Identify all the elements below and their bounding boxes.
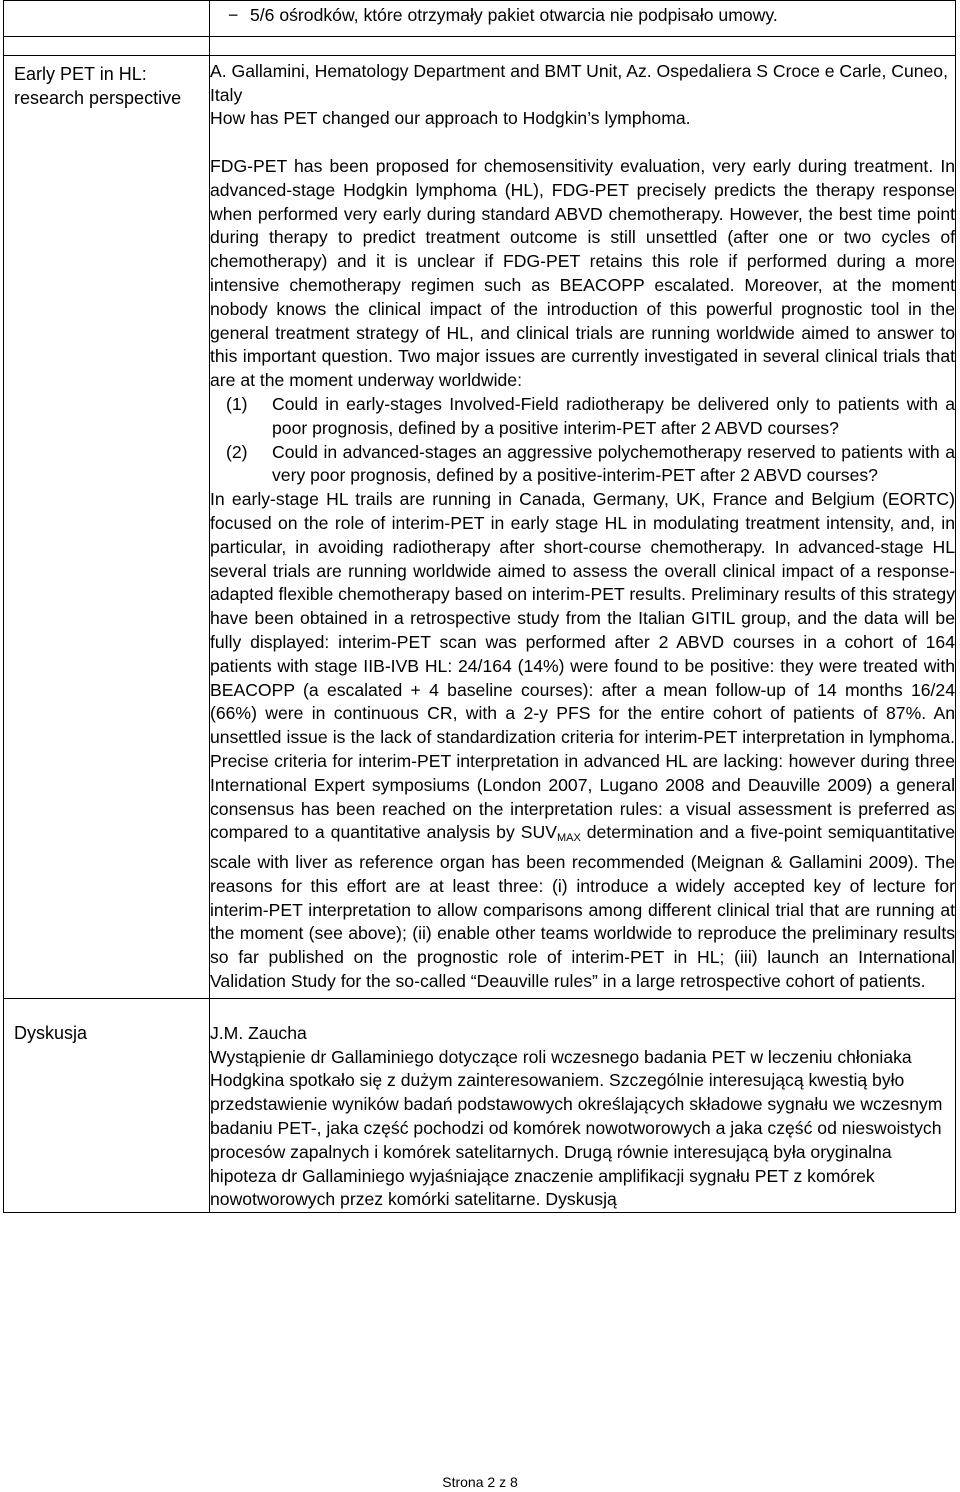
item-number: (2) [226, 441, 248, 462]
table-row [4, 998, 956, 1212]
table-row [4, 55, 956, 998]
subscript: MAX [556, 832, 581, 845]
content-cell [210, 55, 956, 998]
numbered-list-item [210, 441, 955, 489]
author-affiliation: A. Gallamini, Hematology Department and BMT Unit, Az. Ospedaliera S Croce e Carle, Cuneo, Italy [210, 60, 948, 105]
table-row-spacer [4, 36, 956, 55]
list-item-text: 5/6 ośrodków, które otrzymały pakiet otwarcia nie podpisało umowy. [250, 5, 778, 25]
content-cell [210, 998, 956, 1212]
dash-bullet: − [228, 5, 239, 25]
discussion-author: J.M. Zaucha [210, 1022, 307, 1043]
item-number: (1) [226, 393, 248, 414]
meeting-report-table [3, 0, 956, 1213]
dash-list-item [210, 1, 955, 36]
paragraph: In early-stage HL trails are running in Canada, Germany, UK, France and Belgium (EORTC) focused on the role of interim-PET in early stage HL in modulating treatment intensity, and, in particular, in avoiding radiotherapy after short-course chemotherapy. In advanced-stage HL several trials are running worldwide aimed to assess the overall clinical impact of a response-adapted flexible chemotherapy based on interim-PET results. Preliminary results of this strategy have been obtained in a retrospective study from the Italian GITIL group, and the data will be fully displayed: interim-PET scan was performed after 2 ABVD courses in a cohort of 164 patients with stage IIB-IVB HL: 24/164 (14%) were found to be positive: they were treated with BEACOPP (a escalated + 4 baseline courses): after a mean follow-up of 14 months 16/24 (66%) were in continuous CR, with a 2-y PFS for the entire cohort of patients of 87%. An unsettled issue is the lack of standardization criteria for interim-PET interpretation in lymphoma. Precise criteria for interim-PET interpretation in advanced HL are lacking: however during three International Expert symposiums (London 2007, Lugano 2008 and Deauville 2009) a general consensus has been reached on the interpretation rules: a visual assessment is preferred as compared to a quantitative analysis by $SUV_{MAX}$ determination and a five-point semiquantitative scale with liver as reference organ has been recommended (Meignan & Gallamini 2009). The reasons for this effort are at least three: (i) introduce a widely accepted key of lecture for interim-PET interpretation to allow comparisons among different clinical trial that are running at the moment (see above); (ii) enable other teams worldwide to reproduce the preliminary results so far published on the prognostic role of interim-PET in HL; (iii) launch an International Validation Study for the so-called “Deauville rules” in a large retrospective cohort of patients. [210, 489, 955, 992]
talk-title: How has PET changed our approach to Hodgkin’s lymphoma. [210, 108, 691, 129]
empty-label-cell [4, 1, 210, 37]
section-label: Dyskusja [14, 1022, 88, 1043]
numbered-list-item [210, 393, 955, 441]
paragraph: Wystąpienie dr Gallaminiego dotyczące roli wczesnego badania PET w leczeniu chłoniaka Hodgkina spotkało się z dużym zainteresowaniem. Szczególnie interesującą kwestią było przedstawienie wyników badań podstawowych określających składowe sygnału we wczesnym badaniu PET-, jaka część pochodzi od komórek nowotworowych a jaka część od nieswoistych procesów zapalnych i komórek satelitarnych. Drugą równie interesującą była oryginalna hipoteza dr Gallaminiego wyjaśniające znaczenie amplifikacji sygnału PET z komórek nowotworowych przez komórki satelitarne. Dyskusją [210, 1046, 943, 1210]
section-label-cell [4, 998, 210, 1212]
item-text: Could in advanced-stages an aggressive polychemotherapy reserved to patients with a very poor prognosis, defined by a positive-interim-PET after 2 ABVD courses? [272, 441, 955, 486]
content-cell [210, 1, 956, 37]
page-number: Strona 2 z 8 [442, 1474, 518, 1490]
section-label: Early PET in HL: research perspective [14, 63, 182, 108]
table-row [4, 1, 956, 37]
section-label-cell [4, 55, 210, 998]
item-text: Could in early-stages Involved-Field radiotherapy be delivered only to patients with a poor prognosis, defined by a positive interim-PET after 2 ABVD courses? [272, 393, 955, 438]
paragraph: FDG-PET has been proposed for chemosensitivity evaluation, very early during treatment. In advanced-stage Hodgkin lymphoma (HL), FDG-PET precisely predicts the therapy response when performed very early during standard ABVD chemotherapy. However, the best time point during therapy to predict treatment outcome is still unsettled (after one or two cycles of chemotherapy) and it is unclear if FDG-PET retains this role if performed during a more intensive chemotherapy regimen such as BEACOPP escalated. Moreover, at the moment nobody knows the clinical impact of the introduction of this powerful prognostic tool in the general treatment strategy of HL, and clinical trials are running worldwide aimed to answer to this important question. Two major issues are currently investigated in several clinical trials that are at the moment underway worldwide: [210, 155, 955, 391]
